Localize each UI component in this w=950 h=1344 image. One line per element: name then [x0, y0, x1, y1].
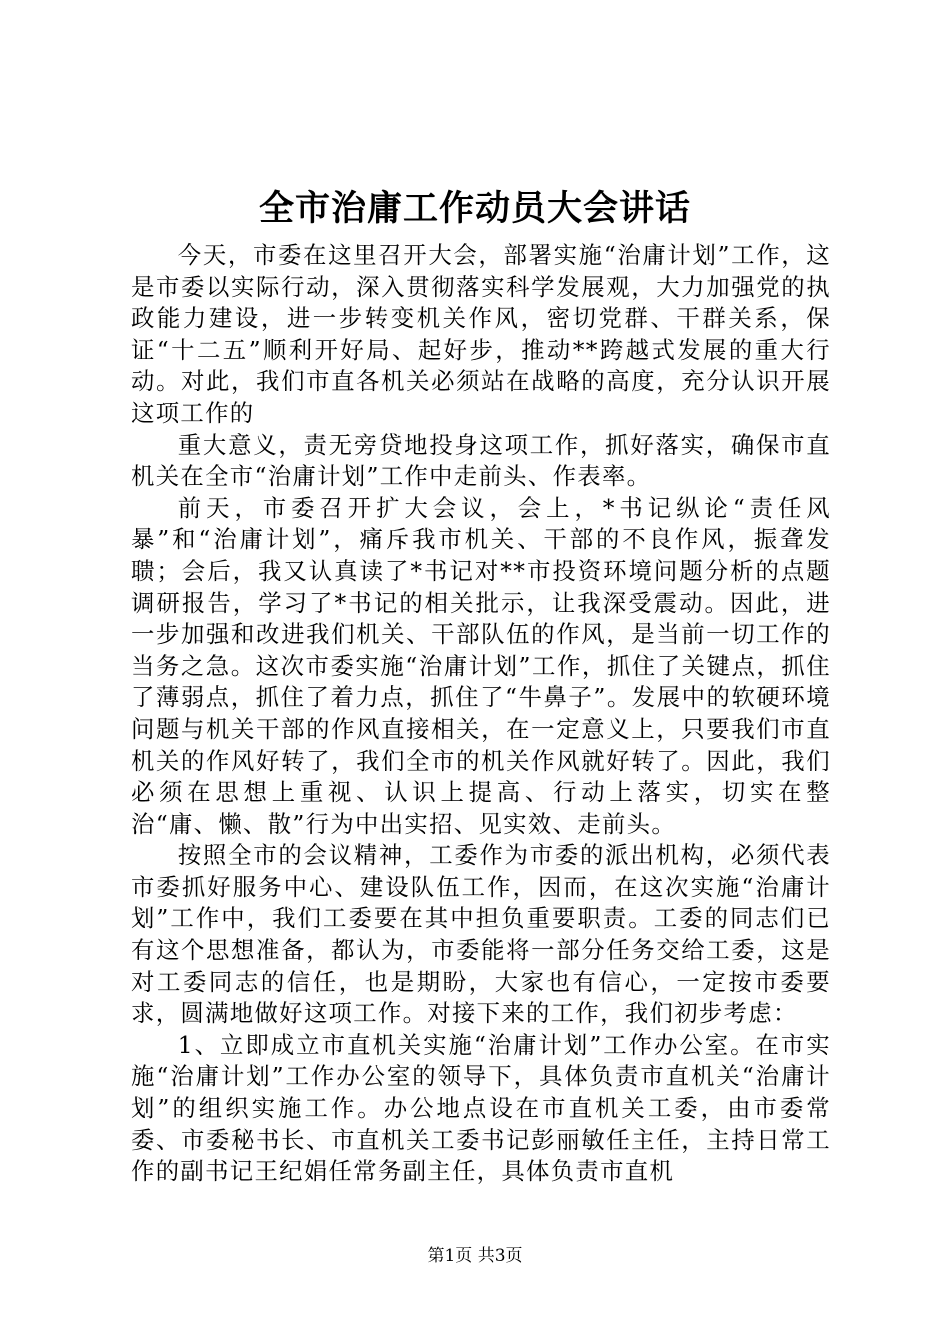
document-body: [131, 240, 831, 1188]
page-number: 第1页 共3页: [427, 1246, 523, 1266]
paragraph: 今天，市委在这里召开大会，部署实施“治庸计划”工作，这是市委以实际行动，深入贯彻落实科学发展观，大力加强党的执政能力建设，进一步转变机关作风，密切党群、干群关系，保证“十二五”顺利开好局、起好步，推动**跨越式发展的重大行动。对此，我们市直各机关必须站在战略的高度，充分认识开展这项工作的: [131, 241, 831, 427]
paragraph: 前天，市委召开扩大会议，会上，*书记纵论“责任风暴”和“治庸计划”，痛斥我市机关、干部的不良作风，振聋发聩；会后，我又认真读了*书记对**市投资环境问题分析的点题调研报告，学习了*书记的相关批示，让我深受震动。因此，进一步加强和改进我们机关、干部队伍的作风，是当前一切工作的当务之急。这次市委实施“治庸计划”工作，抓住了关键点，抓住了薄弱点，抓住了着力点，抓住了“牛鼻子”。发展中的软硬环境问题与机关干部的作风直接相关，在一定意义上，只要我们市直机关的作风好转了，我们全市的机关作风就好转了。因此，我们必须在思想上重视、认识上提高、行动上落实，切实在整治“庸、懒、散”行为中出实招、见实效、走前头。: [131, 493, 831, 838]
paragraph: 重大意义，责无旁贷地投身这项工作，抓好落实，确保市直机关在全市“治庸计划”工作中走前头、作表率。: [131, 430, 831, 491]
paragraph: 1、立即成立市直机关实施“治庸计划”工作办公室。在市实施“治庸计划”工作办公室的领导下，具体负责市直机关“治庸计划”的组织实施工作。办公地点设在市直机关工委，由市委常委、市委秘书长、市直机关工委书记彭丽敏任主任，主持日常工作的副书记王纪娟任常务副主任，具体负责市直机: [131, 1030, 831, 1186]
paragraph: 按照全市的会议精神，工委作为市委的派出机构，必须代表市委抓好服务中心、建设队伍工作，因而，在这次实施“治庸计划”工作中，我们工委要在其中担负重要职责。工委的同志们已有这个思想准备，都认为，市委能将一部分任务交给工委，这是对工委同志的信任，也是期盼，大家也有信心，一定按市委要求，圆满地做好这项工作。对接下来的工作，我们初步考虑：: [131, 841, 831, 1028]
page-title: 全市治庸工作动员大会讲话: [258, 188, 691, 229]
